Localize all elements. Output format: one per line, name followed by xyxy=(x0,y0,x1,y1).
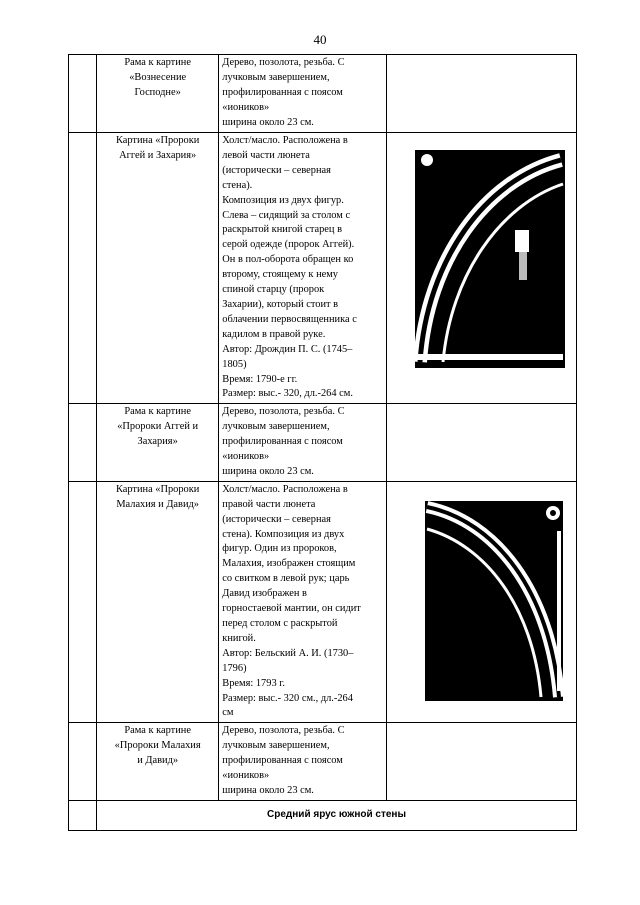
item-description-line: 1805) xyxy=(222,358,247,370)
item-description-line: Слева – сидящий за столом с xyxy=(222,209,351,221)
item-description-line: со свитком в левой рук; царь xyxy=(222,573,350,585)
item-name-line: и Давид» xyxy=(137,755,179,767)
item-description-line: Дерево, позолота, резьба. С xyxy=(222,406,345,418)
item-description-line: ширина около 23 см. xyxy=(222,784,314,796)
item-description-line: Давид изображен в xyxy=(222,588,307,600)
item-description-line: Захарии), который стоит в xyxy=(222,298,339,310)
item-name-cell xyxy=(97,481,219,723)
row-number-cell xyxy=(69,133,97,404)
item-description-line: спиной старцу (пророк xyxy=(222,284,325,296)
item-description-line: серой одежде (пророк Аггей). xyxy=(222,239,355,251)
item-description-line: лучковым завершением, xyxy=(222,740,330,752)
item-name-line: Господне» xyxy=(134,86,181,98)
item-description-line: профилированная с поясом xyxy=(222,86,343,98)
item-image-cell xyxy=(386,133,576,404)
item-description-cell xyxy=(219,133,386,404)
item-description-line: Дерево, позолота, резьба. С xyxy=(222,57,345,68)
item-description-line: второму, стоящему к нему xyxy=(222,269,339,281)
item-image-cell xyxy=(386,404,576,482)
inventory-table-body xyxy=(69,55,577,831)
item-description-line: Холст/масло. Расположена в xyxy=(222,483,348,495)
item-description-line: раскрытой книгой старец в xyxy=(222,224,342,236)
item-description-line: перед столом с раскрытой xyxy=(222,618,338,629)
item-name-cell xyxy=(97,55,219,133)
row-number-cell xyxy=(69,55,97,133)
item-description-line: Композиция из двух фигур. xyxy=(222,194,344,206)
item-description-line: облачении первосвященника с xyxy=(222,313,357,325)
inventory-table xyxy=(68,54,577,831)
item-name-line: «Пророки Малахия xyxy=(114,740,201,752)
item-name-line: Рама к картине xyxy=(124,57,191,68)
item-description-line: фигур. Один из пророков, xyxy=(222,543,337,555)
table-row xyxy=(69,723,577,801)
item-description-cell xyxy=(219,481,386,723)
item-description-line: горностаевой мантии, он сидит xyxy=(222,603,361,615)
item-description-line: (исторически – северная xyxy=(222,164,331,176)
page-number: 40 xyxy=(313,32,327,47)
item-name-line: Захария» xyxy=(137,436,178,448)
item-description-line: (исторически – северная xyxy=(222,513,331,525)
item-description-line: «иоников» xyxy=(222,451,270,463)
item-description-line: ширина около 23 см. xyxy=(222,116,314,128)
item-description-line: стена). xyxy=(222,179,253,191)
item-description-line: правой части люнета xyxy=(222,498,316,510)
row-number-cell xyxy=(69,404,97,482)
item-image-cell xyxy=(386,481,576,723)
item-name-line: Рама к картине xyxy=(124,725,191,737)
table-row xyxy=(69,404,577,482)
item-description-cell xyxy=(219,723,386,801)
item-image-cell xyxy=(386,55,576,133)
table-row xyxy=(69,133,577,404)
item-description-line: ширина около 23 см. xyxy=(222,465,314,477)
item-name-line: Малахия и Давид» xyxy=(116,498,199,510)
item-description-line: Холст/масло. Расположена в xyxy=(222,135,348,146)
item-name-cell xyxy=(97,723,219,801)
item-name-cell xyxy=(97,133,219,404)
item-description-line: лучковым завершением, xyxy=(222,71,330,83)
item-name-line: Картина «Пророки xyxy=(115,483,200,495)
painting-photo-icon xyxy=(390,483,573,719)
item-name-line: «Вознесение xyxy=(129,71,187,83)
item-description-line: Время: 1790-е гг. xyxy=(222,373,298,385)
item-name-line: Аггей и Захария» xyxy=(119,149,197,161)
item-description-line: профилированная с поясом xyxy=(222,755,343,767)
item-description-line: лучковым завершением, xyxy=(222,421,330,433)
item-name-cell xyxy=(97,404,219,482)
row-number-cell xyxy=(69,800,97,830)
row-number-cell xyxy=(69,723,97,801)
item-image-cell xyxy=(386,723,576,801)
item-description-line: Размер: выс.- 320 см., дл.-264 xyxy=(222,692,353,704)
item-description-line: профилированная с поясом xyxy=(222,436,343,448)
item-description-line: Малахия, изображен стоящим xyxy=(222,558,356,570)
item-name-line: «Пророки Аггей и xyxy=(117,421,199,433)
item-description-line: Размер: выс.- 320, дл.-264 см. xyxy=(222,388,353,400)
item-description-cell xyxy=(219,404,386,482)
item-description-line: Он в пол-оборота обращен ко xyxy=(222,254,354,266)
item-description-line: Дерево, позолота, резьба. С xyxy=(222,725,345,737)
table-row xyxy=(69,481,577,723)
painting-photo-icon xyxy=(390,134,573,399)
item-description-line: см xyxy=(222,707,234,719)
item-name-line: Рама к картине xyxy=(124,406,191,418)
table-row xyxy=(69,55,577,133)
item-description-line: «иоников» xyxy=(222,770,270,782)
item-description-line: Автор: Дрождин П. С. (1745– xyxy=(222,343,353,355)
section-heading: Средний ярус южной стены xyxy=(97,800,577,830)
item-name-line: Картина «Пророки xyxy=(115,135,200,146)
item-description-line: книгой. xyxy=(222,632,256,644)
item-description-line: Время: 1793 г. xyxy=(222,677,285,689)
item-description-line: Автор: Бельский А. И. (1730– xyxy=(222,647,354,659)
item-description-line: 1796) xyxy=(222,662,247,674)
item-description-line: стена). Композиция из двух xyxy=(222,528,345,540)
item-description-line: левой части люнета xyxy=(222,149,310,161)
row-number-cell xyxy=(69,481,97,723)
section-row xyxy=(69,800,577,830)
item-description-line: кадилом в правой руке. xyxy=(222,328,326,340)
item-description-line: «иоников» xyxy=(222,101,270,113)
item-description-cell xyxy=(219,55,386,133)
